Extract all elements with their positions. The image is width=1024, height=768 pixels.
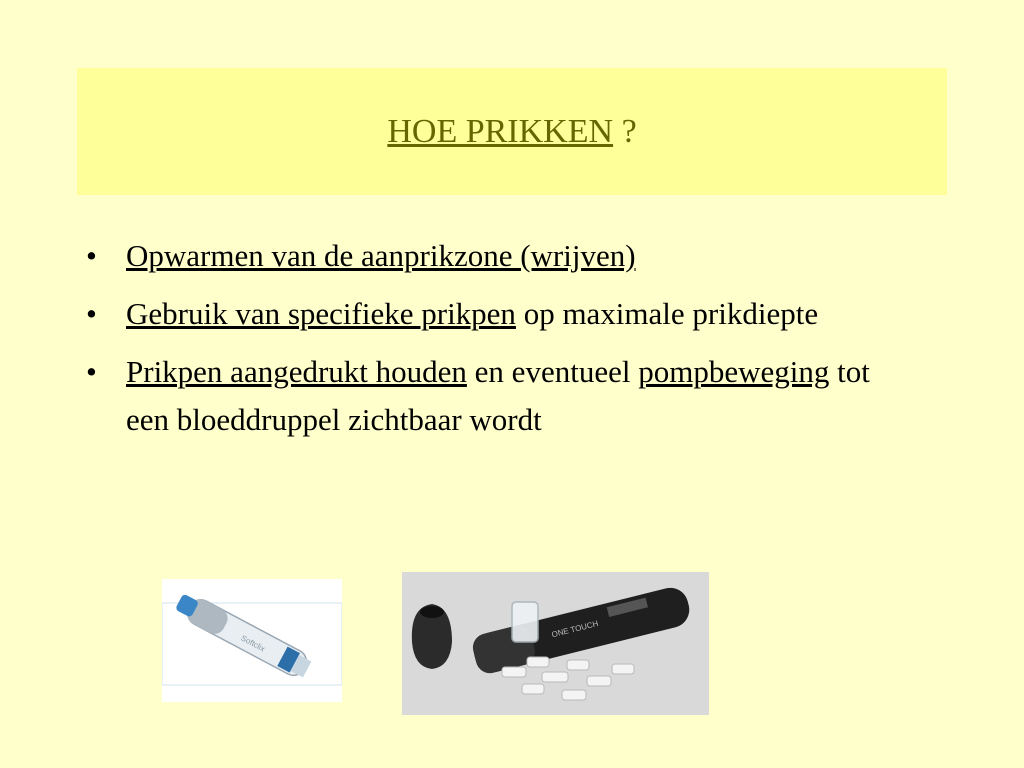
bullet-3-part-4: tot een bloeddruppel zichtbaar wordt bbox=[126, 354, 870, 437]
bullet-dot: • bbox=[86, 296, 97, 331]
svg-text:ONE TOUCH: ONE TOUCH bbox=[550, 618, 600, 640]
bullet-item-2 bbox=[86, 290, 876, 338]
lancing-pen-white-image bbox=[162, 579, 342, 702]
bullet-3-part-1: Prikpen aangedrukt houden bbox=[126, 354, 467, 389]
title-box bbox=[77, 68, 947, 195]
bullet-item-3 bbox=[86, 348, 876, 444]
bullet-dot: • bbox=[86, 238, 97, 273]
bullet-list bbox=[86, 232, 876, 454]
bullet-item-1 bbox=[86, 232, 876, 280]
bullet-1-part-1: Opwarmen van de aanprikzone (wrijven) bbox=[126, 238, 636, 273]
slide-title-main: HOE PRIKKEN bbox=[387, 112, 614, 150]
bullet-dot: • bbox=[86, 354, 97, 389]
slide-title bbox=[387, 113, 636, 151]
lancing-pen-black-illustration bbox=[402, 572, 709, 715]
svg-text:Softclix: Softclix bbox=[239, 633, 267, 654]
bullet-2-part-2: op maximale prikdiepte bbox=[515, 296, 819, 331]
slide-title-suffix: ? bbox=[613, 112, 637, 150]
bullet-3-part-2: en eventueel bbox=[466, 354, 639, 389]
lancing-pen-black-image bbox=[402, 572, 709, 715]
lancing-pen-white-illustration bbox=[162, 579, 342, 702]
bullet-3-part-3: pompbeweging bbox=[638, 354, 830, 389]
bullet-2-part-1: Gebruik van specifieke prikpen bbox=[126, 296, 516, 331]
